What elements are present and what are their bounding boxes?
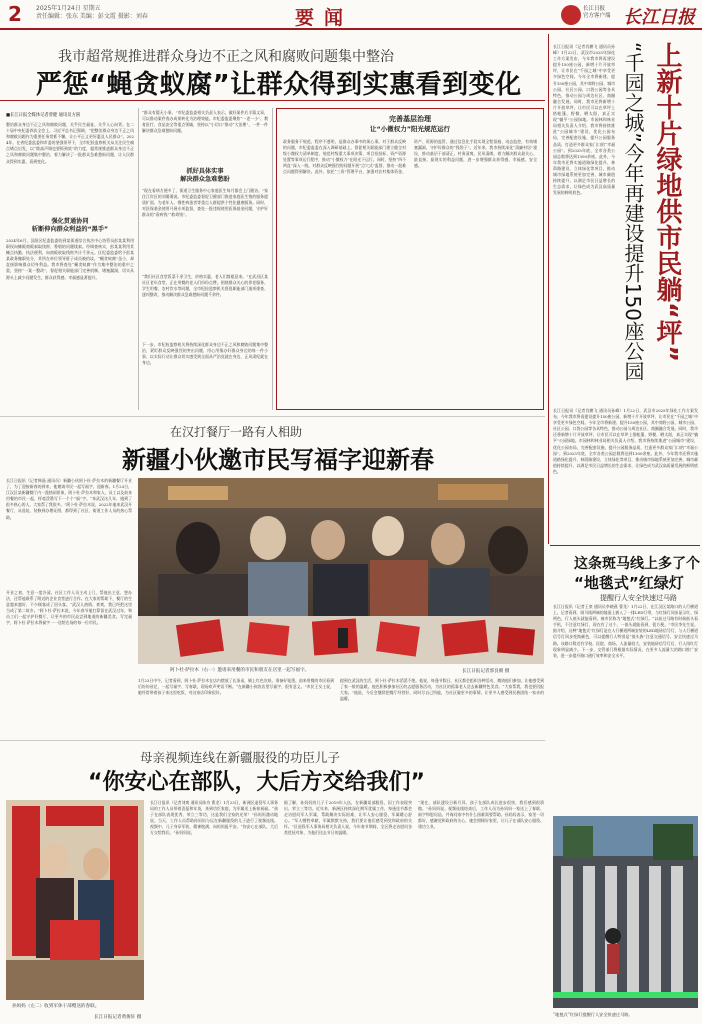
soldier-family-photo — [6, 800, 144, 1000]
article4-photo-credit: 长江日报记者黄俊轩 摄 — [94, 1015, 142, 1020]
vertical-article-body-top: 长江日报讯（记者肖鹏飞 通讯员孙峰）1月22日，武汉市2025年绿化工作方案发布，今年我市将再建设提升150座公园，新增十片开放草坪，让市民在“千园之城”中享受更多绿色空间。今年全市将新建、提升150座公园，其中郊野公园、城市公园、社区公园、口袋公园等各具特色，推动公园与周边社区、商圈融合发展。同时，我市还将新增十片开放草坪，让市民可以在草坪上搭帐篷、野餐、晒太阳，真正实现“躺平”公园绿地。市园林和林业局相关负责人介绍，我市将持续推进“公园城市”建设，优化公园布局，完善配套设施，提升公园服务品质，打造更多群众家门口的“幸福公园”。到2025年底，全市各类公园总数将达到1300余座。此外，今年我市还将实施道路绿化提升、林荫路建设、立体绿化等项目，推动城市绿地系统更加完善，城市颜值持续提升，以满足市民日益增长的生态需求，让绿色成为武汉高质量发展的鲜明底色。 — [553, 44, 615, 196]
article4-photo-caption: 孙妈妈（左二）收到军休干部赠送的春联。 — [12, 1004, 100, 1009]
column-divider — [138, 108, 139, 410]
article3-photo-caption: “地毯式”红绿灯提醒行人安全快速过马路。 — [553, 1012, 633, 1017]
editors-line: 责任编辑：张东 美编：彭文霞 摄影：刘春 — [36, 13, 148, 20]
article2-headline: 新疆小伙邀市民写福字迎新春 — [122, 446, 434, 474]
crosswalk-photo — [553, 816, 698, 1008]
page-number: 2 — [8, 2, 22, 26]
article1-body-col2: “群众有疑无小事。”市纪委监委相关负责人表示，做好案件后半篇文章，可以推动案件查办成果转化为治理效能。市纪委监委聚焦“一老一小”、教育医疗、食品安全等重点领域，坚持以“小切口”推动“大治理”，一件一件解决群众急难愁盼问题。 — [142, 110, 268, 134]
vertical-headline-main: 上新十片绿地供市民躺“坪” — [652, 42, 682, 363]
crosswalk-photo-svg — [553, 816, 698, 1008]
subhead-3-line: 抓好具体实事 — [186, 168, 224, 175]
article2-body-col3: 提到在武汉的生活，阿卜杜·萨拉木滔滔不绝。他说，每逢节假日，社区都会组织各种活动，邀请他们参加，让他感受到了家一般的温暖。他也积极参加社区的志愿服务活动，为社区的孤寡老人送去新疆特色美食。“大家帮我，我也要回报大家。”他说，今后会继续把餐厅经营好，同时尽自己所能，为社区做更多的事情，让更多人感受到民族团结一家亲的温暖。 — [340, 678, 544, 702]
article1-headline: 严惩“蝇贪蚁腐”让群众得到实惠看到变化 — [36, 70, 522, 100]
issue-meta — [36, 5, 148, 21]
issue-date: 2025年1月24日 星期五 — [36, 5, 101, 12]
badge-line-2: 官方客户端 — [583, 13, 611, 19]
vertical-headline-kicker: “千园之城”今年再建设提升150座公园 — [621, 42, 645, 381]
article1-kicker: 我市超常规推进群众身边不正之风和腐败问题集中整治 — [58, 49, 394, 65]
article1-body-col2c: “我们社区食堂饭菜干净卫生，价格实惠，老人们都愿意来。”在武昌区某社区老年食堂，正在用餐的老人们纷纷点赞。围绕群众关心的养老服务、学生用餐、农村饮水等问题，全市纪检监察机关督促职能部门逐项排查、逐项整改，推动解决群众急难愁盼问题千余件。 — [142, 274, 268, 298]
soldier-family-photo-svg — [6, 800, 144, 1000]
article3-rule — [550, 545, 700, 546]
right-column-divider — [548, 34, 549, 544]
article4-headline: “你安心在部队，大后方交给我们” — [88, 770, 425, 795]
article4-body-col2: 据了解，孙妈妈的儿子于2019年入伍，在新疆某部服役，因工作表现突出，荣立三等功。近年来，新洲区持续深化拥军优属工作，每逢佳节都会走访慰问军人军属，帮助解决实际困难，让军人安心服役、军属暖心舒心。“军人牺牲奉献，军属默默支持，我们要让他们感受到党和政府的关怀。”区退役军人事务局相关负责人说，今年春节期间，全区将走访慰问各类优抚对象，为他们送去节日的温暖。 — [284, 800, 412, 836]
sidebar-subtitle: 让“小微权力”阳光规范运行 — [369, 125, 451, 133]
sidebar-body: 政务服务不规范、程序不透明，是群众办事中的烦心事。对于群众反映的问题，市纪委监委在深入调研基础上，督促相关职能部门建立健全村级小微权力清单制度，规范村级重大事项决策、项目招投标、资产资源处置等事项运行程序，推动“小微权力”在阳光下运行。同时，坚持“四不两直”深入一线，对群众反映强烈的问题开展“点穴式”监督，推动一批难点问题得到解决。此外，依托“三资”管理平台，加强对农村集体资金、资产、资源的监管，通过信息化手段实现全程留痕、动态监控，有效堵塞漏洞，守护好群众的“钱袋子”。近年来，我市持续深化“清廉村居”建设，推动基层干部清正、村务清爽、民风清朗。着力解决群众最关心、最直接、最现实的利益问题，进一步增强群众获得感、幸福感、安全感。 — [283, 139, 537, 175]
badge-line-1: 长江日报 — [583, 6, 606, 12]
article1-body-col1: 整治群众身边不正之风和腐败问题，关乎民生福祉、关乎人心向背。在二十届中央纪委四次全会上，习近平总书记强调，“把整治群众身边不正之风和腐败问题作为重要任务常抓不懈，让公平正义更好惠及人民群众”。2024年，在省纪委监委和市委的坚强领导下，全市纪检监察机关从关注民生痛点堵点出发，以“拨高声调也要抓到底”的力度，超常规推进群众身边不正之风和腐败问题集中整治，着力解决了一批群众急难愁盼问题，让人民群众得到实惠、看到变化。 — [6, 122, 134, 164]
article2-photo-caption: 阿卜杜·萨拉木（右一）邀请来用餐的市民和朋友在店里一起写福字。 — [170, 668, 310, 673]
article3-headline-2: “地毯式”红绿灯 — [574, 574, 684, 592]
article1-body-col1b: 2024年6月，汉阳区纪委监委收到某街道综合执法中心协管员彭某某利用职权向摊贩商贩索取钱财、香烟的问题线索。经调查核实，彭某某利用其摊点执勤、执法便利，向商贩收取钱财共计千余元。区纪委监委给予彭某某政务撤职处分，其所在单位领导班子成员被约谈。“蝇贪蚁腐”虽小，却直接影响群众切身利益。我市将查处“蝇贪蚁腐”作为集中整治的重中之重，坚持“一案一整改”，督促相关职能部门完善机制、堵塞漏洞，切实从源头上减少问题发生。群众获得感、幸福感显著提升。 — [6, 238, 134, 280]
article4-kicker: 母亲视频连线在新疆服役的功臣儿子 — [140, 750, 341, 765]
article2-body-col1: 长江日报讯（记者韩晶 通讯员）新疆小伙阿卜杜·萨拉木的新疆餐厅开业了，为了迎接新春的到来，他邀请市民一起写福字、迎新春。1月23日，江汉区某新疆餐厅内一派热闹景象，阿卜杜·萨拉木和家人、员工以及前来用餐的市民一起，挥毫泼墨写下一个个“福”字。“来武汉这几年，遇到了很多热心的人，大家帮了我很多。”阿卜杜·萨拉木说，2022年他来武汉开餐厅，从选址、装修到办理证照，都得到了社区、街道工作人员的热心帮助。 — [6, 478, 132, 520]
column-divider — [272, 108, 273, 410]
article3-headline-1: 这条斑马线上多了个 — [574, 556, 700, 572]
subhead-4-line: 解决群众急难愁盼 — [180, 176, 230, 183]
subhead-1-line: 强化贯通协同 — [51, 218, 89, 225]
article2-body-col1b: 开业之初，生意一度冷清。社区工作人员主动上门，帮他出主意、想办法，还帮他联系了附近的企业食堂进行合作。在大家的帮助下，餐厅的生意越来越好，不少顾客成了回头客。“武汉人热情、豪爽，我已经把这里当成了第二故乡。”阿卜杜·萨拉木说，今年春节他打算留在武汉过年，和员工们一起守护好餐厅，让更多的市民品尝到地道的新疆美食。写完福字，阿卜杜·萨拉木将福字一一送给在场的每一位市民。 — [6, 590, 132, 626]
paper-name: 长江日报 — [623, 7, 695, 28]
article1-body-col2b: “现在看病方便多了，街道卫生服务中心家庭医生每月都会上门随访。”家住江岸区的刘婆婆说。市纪委监委督促卫健部门推进家庭医生签约服务提质扩面，为老年人、慢性病患者等重点人群提供个性化健康服务。同时，对医保基金使用开展专项监督，查处一批违规使用医保基金问题，守护好群众的“看病钱”“救命钱”。 — [142, 188, 268, 218]
article1-subhead-2 — [142, 168, 268, 184]
vertical-article-body-bottom: 长江日报讯（记者肖鹏飞 通讯员孙峰）1月22日，武汉市2025年绿化工作方案发布，今年我市将再建设提升150座公园，新增十片开放草坪，让市民在“千园之城”中享受更多绿色空间。今年全市将新建、提升150座公园，其中郊野公园、城市公园、社区公园、口袋公园等各具特色，推动公园与周边社区、商圈融合发展。同时，我市还将新增十片开放草坪，让市民可以在草坪上搭帐篷、野餐、晒太阳，真正实现“躺平”公园绿地。市园林和林业局相关负责人介绍，我市将持续推进“公园城市”建设，优化公园布局，完善配套设施，提升公园服务品质，打造更多群众家门口的“幸福公园”。到2025年底，全市各类公园总数将达到1300余座。此外，今年我市还将实施道路绿化提升、林荫路建设、立体绿化等项目，推动城市绿地系统更加完善，城市颜值持续提升，以满足市民日益增长的生态需求，让绿色成为武汉高质量发展的鲜明底色。 — [553, 408, 698, 474]
sidebar-title: 完善基层治理 — [389, 115, 431, 123]
article2-photo-credit: 长江日报记者郭良朝 摄 — [462, 669, 510, 674]
article1-rule — [0, 100, 545, 101]
article1-body-col2d: 下一步，市纪检监察机关将持续深化群众身边不正之风和腐败问题集中整治，紧盯群众反映强烈的突出问题，用心用情办好群众身边的每一件小事，以实际行动让群众切实感受到全面从严治党就在身边、正风肃纪就在身边。 — [142, 342, 268, 366]
article4-body-col3: “现在，部队建设日新月异，孩子在部队成长进步很快，我们感到很骄傲。”孙妈妈说。视频连线结束后，工作人员为孙妈妈一家送上了春联、福字和慰问品，并询问家中有什么困难需要帮助。孙妈妈表示，家里一切都好，感谢党和政府的关心，她会照顾好家里，让儿子在部队安心服役、建功立业。 — [418, 800, 544, 830]
masthead — [0, 0, 702, 30]
article1-byline: ■长江日报全媒体记者曾健 通讯员方圆 — [6, 113, 81, 118]
article1-subhead-1 — [6, 218, 134, 234]
app-logo-icon — [561, 5, 581, 25]
section-title: 要闻 — [295, 7, 354, 29]
article3-subhead: 提醒行人安全快速过马路 — [600, 594, 677, 602]
article3-body: 长江日报讯（记者王豪 通讯员李晓燕 曹龙）1月22日，在江汉区某路口的人行横道上，记者看到，斑马线两端的地面上嵌入了一排LED灯带，与红绿灯同步显示红、绿两色，行人低头就能看到，被市民称为“地毯式”红绿灯。“以前过马路有时候低头看手机，不注意红绿灯，现在有了这个，一低头就能看到，很方便。”市民李先生说。据介绍，这种“地毯式”红绿灯是在人行横道两端安装的LED地砖信号灯，与人行横道信号灯同步变换颜色，可以提醒行人特别是“低头族”注意交通信号，安全快速过马路。该路口附近有学校、医院、商场，人流量较大，安装地砖信号灯后，行人闯红灯现象明显减少。下一步，交管部门将根据实际情况，在更多人流量大的路口推广安装，进一步提升路口通行效率和安全水平。 — [553, 604, 698, 658]
article2-rule — [0, 416, 545, 417]
article2-kicker: 在汉打餐厅一路有人相助 — [170, 425, 303, 439]
calligraphy-photo — [138, 478, 544, 664]
article2-body-col2: 1月23日中午，记者看到，阿卜杜·萨拉木在店内摆放了长条桌，铺上红色宣纸，准备好笔墨。前来用餐的市民看到后纷纷驻足，一起写福字、写春联，现场欢声笑语不断。“在新疆小伙的店里写福字，很有意义。”市民王女士说，她经常带着孩子来这里吃饭，对这家店印象很好。 — [138, 678, 334, 696]
article4-body-col1: 长江日报讯（记者刘爽 通讯员陈舟 曹龙）1月23日，新洲区退役军人事务局的工作人员带着喜报和年货，来到功臣家庭，为军属送上新春祝福。“孩子在部队表现优秀，荣立三等功，这是我们全家的光荣！”孙妈妈激动地说。当天，工作人员帮助孙妈妈与远在新疆服役的儿子进行了视频连线。视频中，儿子身穿军装，精神饱满，向妈妈报平安。“你安心在部队，大后方交给我们。”孙妈妈说。 — [150, 800, 278, 836]
article4-rule — [0, 740, 545, 741]
subhead-2-line: 斩断伸向群众利益的“黑手” — [31, 226, 109, 233]
app-badge — [583, 6, 611, 20]
sidebar-box — [276, 108, 544, 410]
calligraphy-photo-svg — [138, 478, 544, 664]
